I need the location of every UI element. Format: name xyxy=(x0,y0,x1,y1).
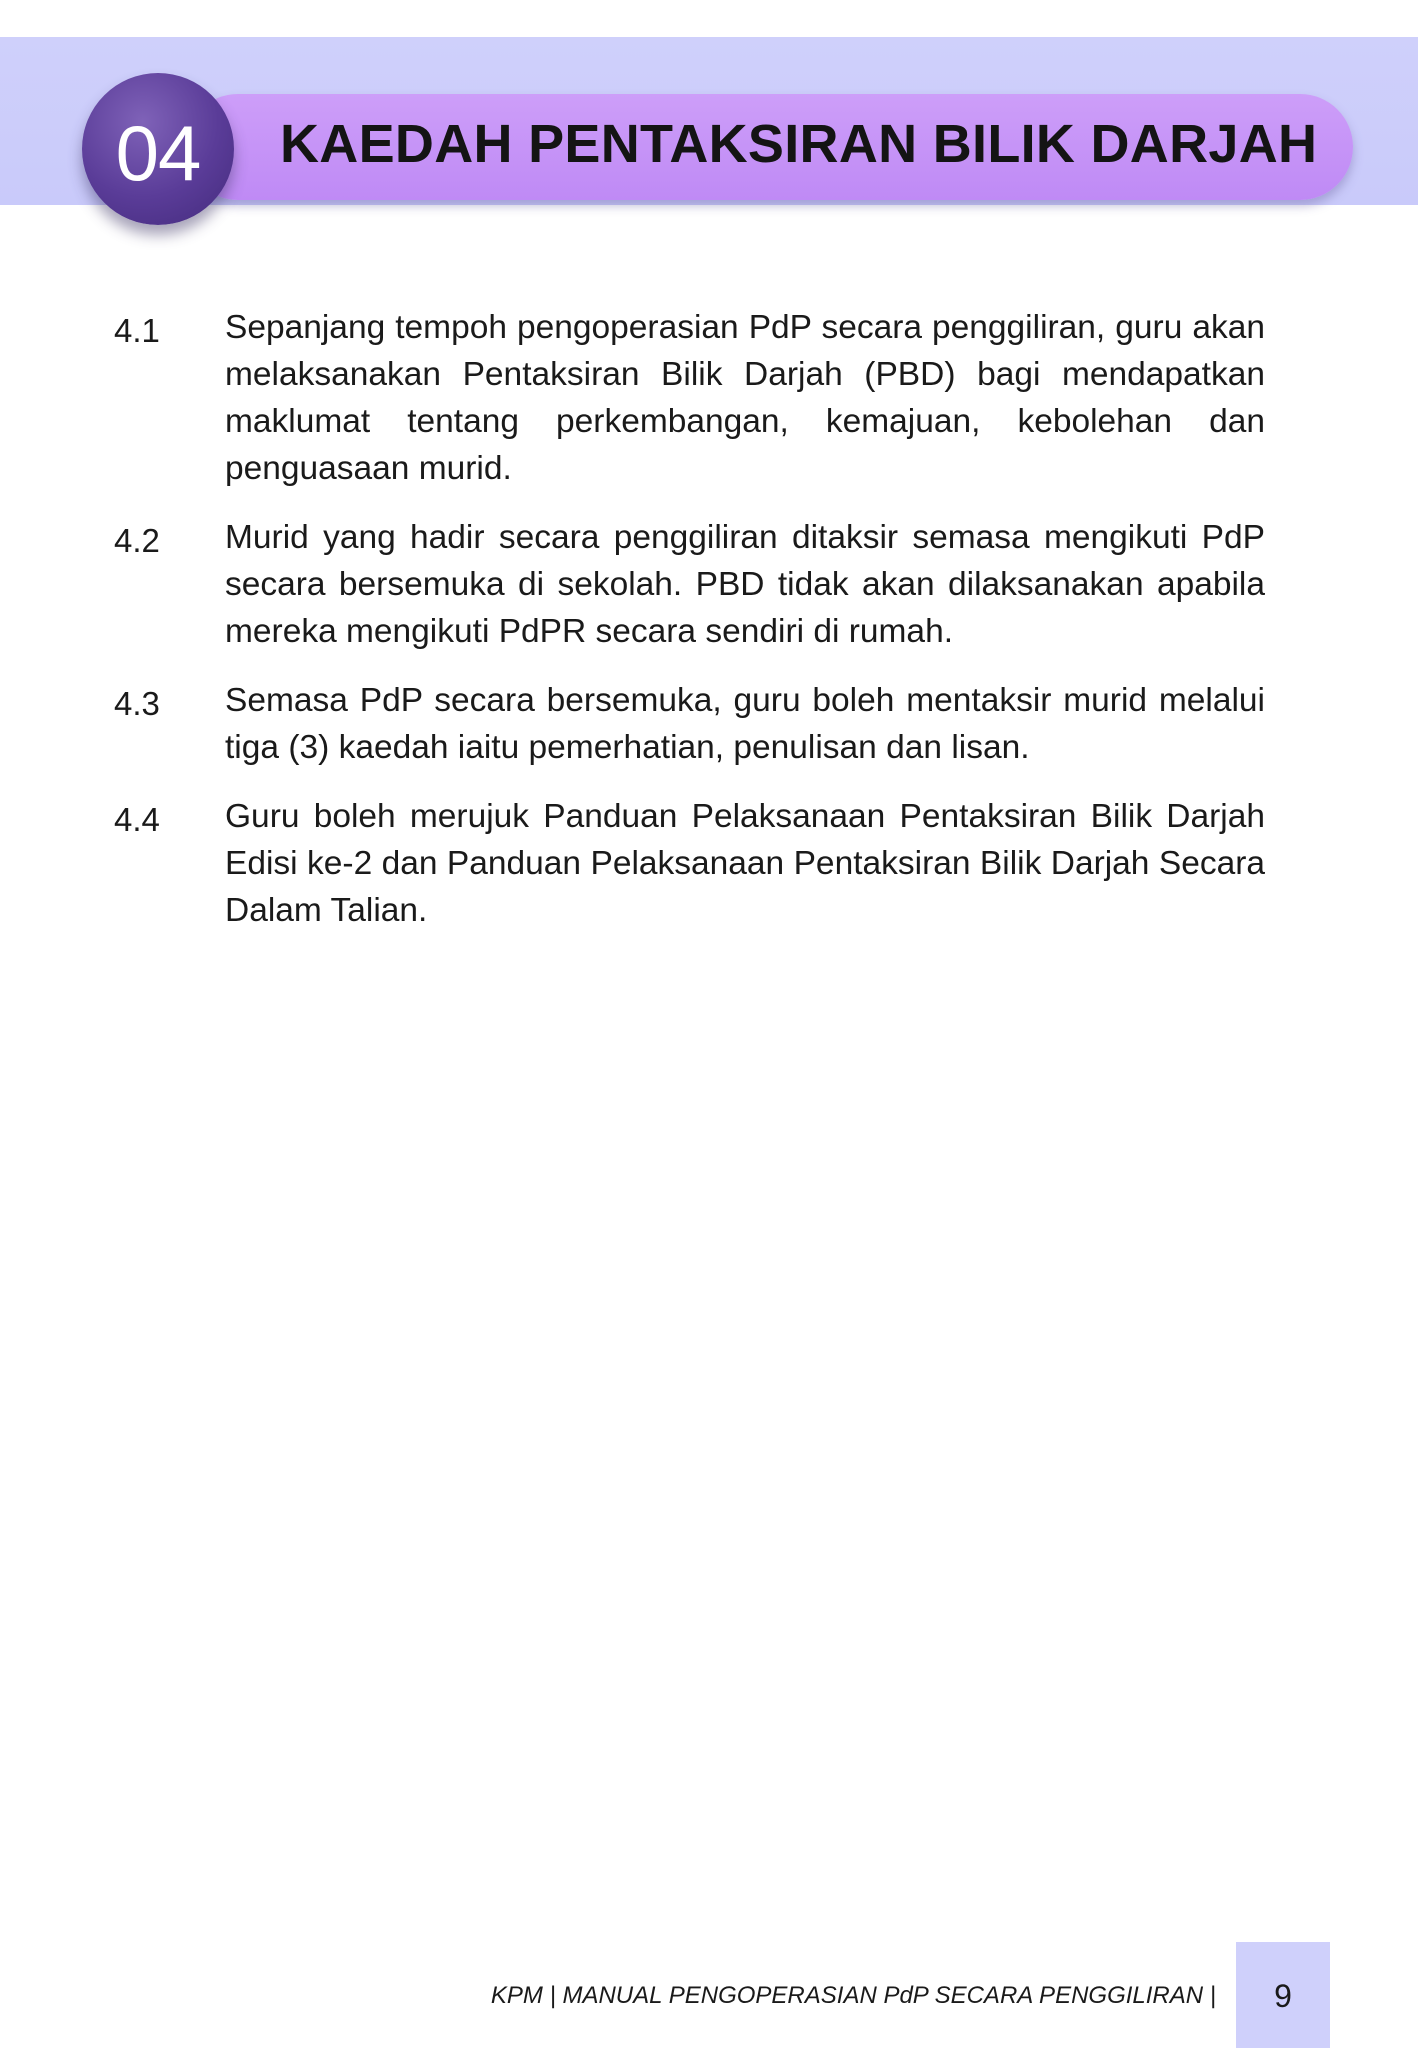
item-text: Guru boleh merujuk Panduan Pelaksanaan Pentaksiran Bilik Darjah Edisi ke-2 dan Panduan Pelaksanaan Pentaksiran Bilik Darjah Secara Dalam Talian. xyxy=(225,798,1265,929)
list-item xyxy=(110,793,1265,934)
item-text: Murid yang hadir secara penggiliran ditaksir semasa mengikuti PdP secara bersemuka di sekolah. PBD tidak akan dilaksanakan apabila mereka mengikuti PdPR secara sendiri di rumah. xyxy=(225,519,1265,650)
item-number: 4.1 xyxy=(114,312,160,349)
list-item xyxy=(110,677,1265,771)
chapter-number: 04 xyxy=(115,109,201,197)
item-number: 4.4 xyxy=(114,801,160,838)
list-item xyxy=(110,304,1265,492)
item-number: 4.2 xyxy=(114,522,160,559)
page-number: 9 xyxy=(1274,1978,1292,2014)
chapter-title: KAEDAH PENTAKSIRAN BILIK DARJAH xyxy=(280,114,1318,174)
list-item xyxy=(110,514,1265,655)
section-content xyxy=(110,304,1265,956)
item-text: Sepanjang tempoh pengoperasian PdP secara penggiliran, guru akan melaksanakan Pentaksiran Bilik Darjah (PBD) bagi mendapatkan maklumat tentang perkembangan, kemajuan, kebolehan dan penguasaan murid. xyxy=(225,309,1265,487)
item-number: 4.3 xyxy=(114,685,160,722)
item-text: Semasa PdP secara bersemuka, guru boleh mentaksir murid melalui tiga (3) kaedah iaitu pemerhatian, penulisan dan lisan. xyxy=(225,682,1265,766)
footer-running-title: KPM | MANUAL PENGOPERASIAN PdP SECARA PENGGILIRAN | xyxy=(490,1982,1216,2009)
